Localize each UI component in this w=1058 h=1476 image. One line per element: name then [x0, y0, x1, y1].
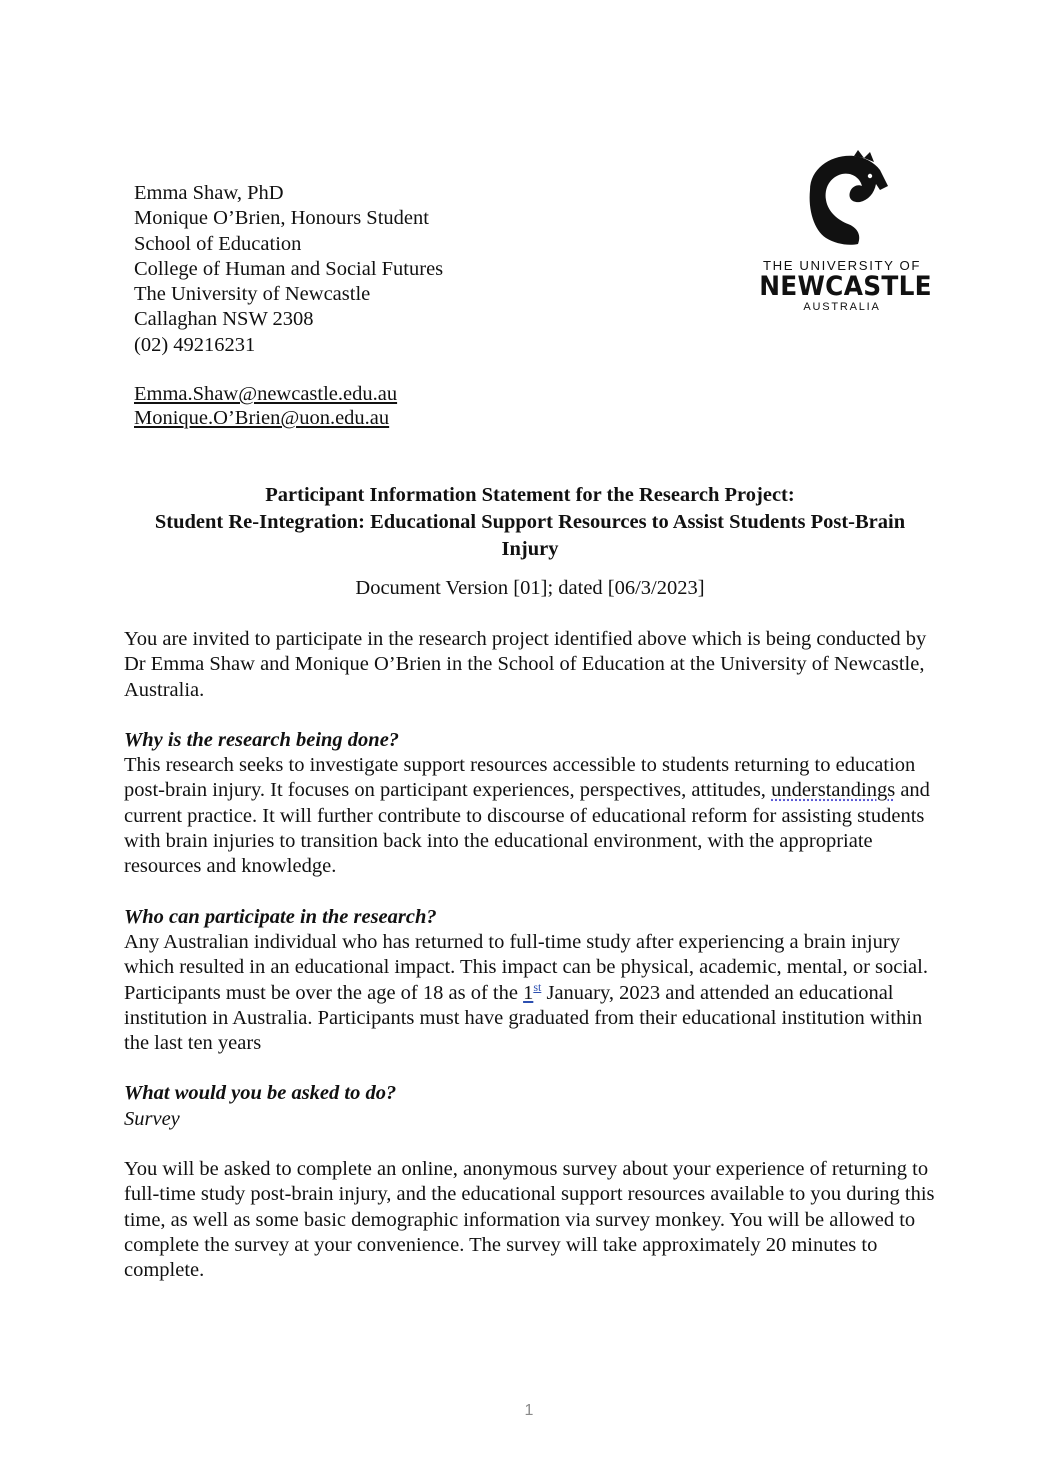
email-link-emma[interactable]: Emma.Shaw@newcastle.edu.au: [134, 383, 398, 405]
logo-text-line2: NEWCASTLE: [759, 271, 932, 302]
address-line: The University of Newcastle: [134, 283, 371, 306]
section-heading-what: What would you be asked to do?: [124, 1082, 397, 1105]
date-ordinal: st: [533, 979, 542, 994]
address-line: College of Human and Social Futures: [134, 257, 444, 280]
university-logo: [752, 150, 932, 313]
email-block: [134, 382, 397, 430]
logo-text-line3: AUSTRALIA: [803, 301, 881, 313]
address-line: School of Education: [134, 232, 302, 255]
document-version: Document Version [01]; dated [06/3/2023]: [355, 577, 705, 599]
title-line1: Participant Information Statement for the Research Project:: [265, 484, 795, 506]
page-number: 1: [524, 1402, 534, 1419]
intro-paragraph: You are invited to participate in the research project identified above which is being conducted by Dr Emma Shaw and Monique O’Brien in the School of Education at the University of Newcastle, Australia.: [124, 628, 927, 701]
date-day: 1: [523, 981, 534, 1004]
section-text-why: This research seeks to investigate support resources accessible to students returning to education post-brain injury. It focuses on participant experiences, perspectives, attitudes, understandings and current practice. It will further contribute to discourse of educational reform for assisting students with brain injuries to transition back into the educational environment, with the appropriate resources and knowledge.: [124, 754, 930, 878]
address-line: Monique O’Brien, Honours Student: [134, 207, 429, 230]
section-heading-who: Who can participate in the research?: [124, 905, 437, 928]
section-text-what: You will be asked to complete an online, anonymous survey about your experience of returning to full-time study post-brain injury, and the educational support resources available to you during this time, as well as some basic demographic information via survey monkey. You will be allowed to complete the survey at your convenience. The survey will take approximately 20 minutes to complete.: [124, 1158, 935, 1282]
logo-text-line1: THE UNIVERSITY OF: [762, 258, 922, 273]
section-heading-why: Why is the research being done?: [124, 728, 400, 751]
address-line: Callaghan NSW 2308: [134, 308, 314, 331]
address-line: Emma Shaw, PhD: [134, 182, 284, 204]
section-text-who: Any Australian individual who has returned to full-time study after experiencing a brain injury which resulted in an educational impact. This impact can be physical, academic, mental, or social. Participants must be over the age of 18 as of the 1st January, 2023 and attended an educational institution in Australia. Participants must have graduated from their educational institution within the last ten years: [124, 930, 928, 1055]
sender-address-block: [134, 181, 443, 358]
title-line2: Student Re-Integration: Educational Support Resources to Assist Students Post-Brain Injury: [154, 511, 906, 560]
document-body: [124, 627, 936, 1284]
section-subheading-survey: Survey: [124, 1107, 180, 1130]
spellcheck-flagged-word: understandings: [771, 779, 896, 802]
document-title: [124, 482, 936, 563]
email-link-monique[interactable]: Monique.O’Brien@uon.edu.au: [134, 407, 390, 429]
seahorse-logo-icon: [792, 150, 892, 250]
phone-number: (02) 49216231: [134, 333, 256, 356]
